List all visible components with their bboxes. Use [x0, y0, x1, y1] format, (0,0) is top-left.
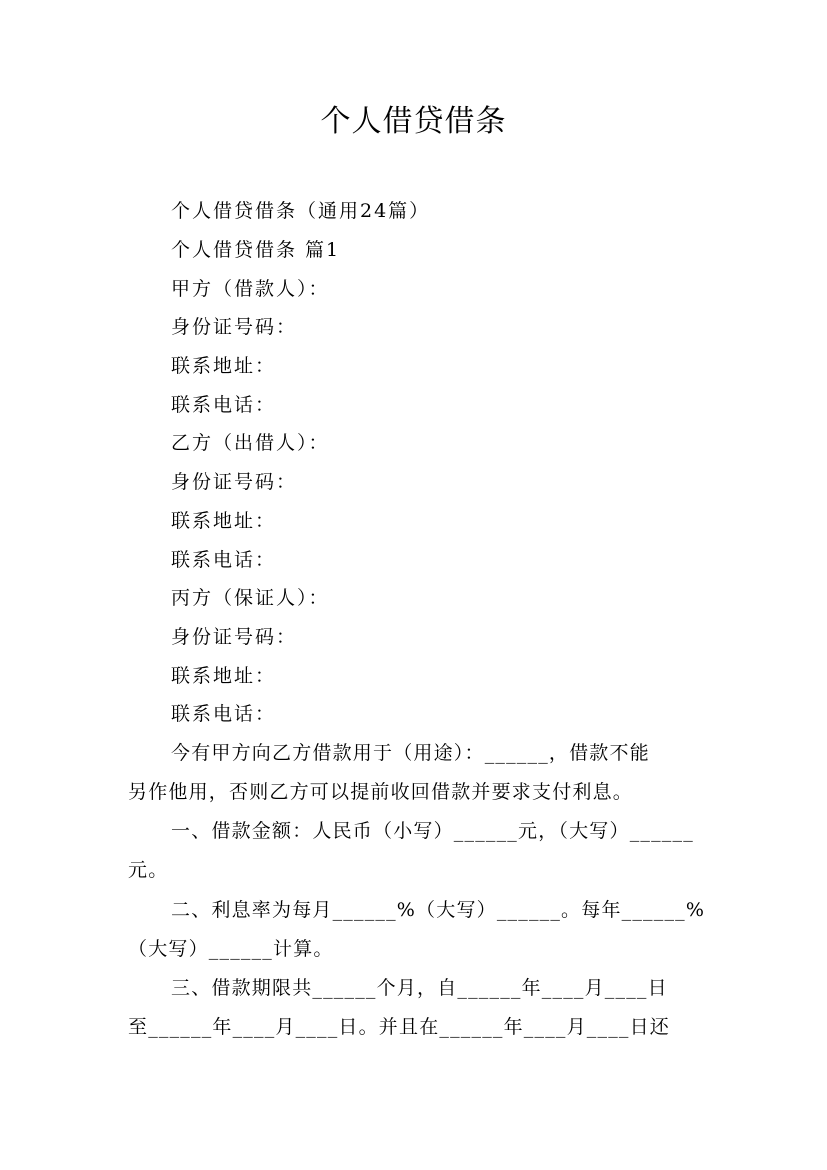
text-line: 身份证号码：: [171, 471, 298, 493]
paragraph-continuation: 元。: [128, 859, 169, 881]
text-line: 联系电话：: [171, 394, 277, 416]
text-line: 甲方（借款人）：: [171, 278, 330, 300]
text-line: 联系地址：: [171, 355, 277, 377]
text-line: 身份证号码：: [171, 316, 298, 338]
text-line: 身份证号码：: [171, 626, 298, 648]
text-line: 乙方（出借人）：: [171, 432, 330, 454]
paragraph-amount: [128, 818, 708, 883]
text-line: 个人借贷借条（通用24篇）: [171, 200, 431, 222]
paragraph-continuation: 另作他用，否则乙方可以提前收回借款并要求支付利息。: [128, 781, 634, 803]
text-line: 丙方（保证人）：: [171, 587, 330, 609]
paragraph-first-line: 一、借款金额：人民币（小写）______元，（大写）______: [171, 820, 694, 842]
text-line: 联系电话：: [171, 549, 277, 571]
document-title: 个人借贷借条: [320, 104, 507, 139]
paragraph-continuation: （大写）______计算。: [128, 938, 334, 960]
paragraph-interest: [128, 897, 708, 962]
paragraph-first-line: 今有甲方向乙方借款用于（用途）：______，借款不能: [171, 742, 650, 764]
text-line: 联系电话：: [171, 703, 277, 725]
text-line: 个人借贷借条 篇1: [171, 239, 341, 261]
text-line: 联系地址：: [171, 665, 277, 687]
paragraph-continuation: 至______年____月____日。并且在______年____月____日还: [128, 1016, 671, 1038]
paragraph-term: [128, 975, 708, 1040]
paragraph-first-line: 三、借款期限共______个月，自______年____月____日: [171, 977, 668, 999]
paragraph-first-line: 二、利息率为每月______%（大写）______。每年______%: [171, 899, 706, 921]
text-line: 联系地址：: [171, 510, 277, 532]
paragraph-purpose: [128, 740, 708, 805]
